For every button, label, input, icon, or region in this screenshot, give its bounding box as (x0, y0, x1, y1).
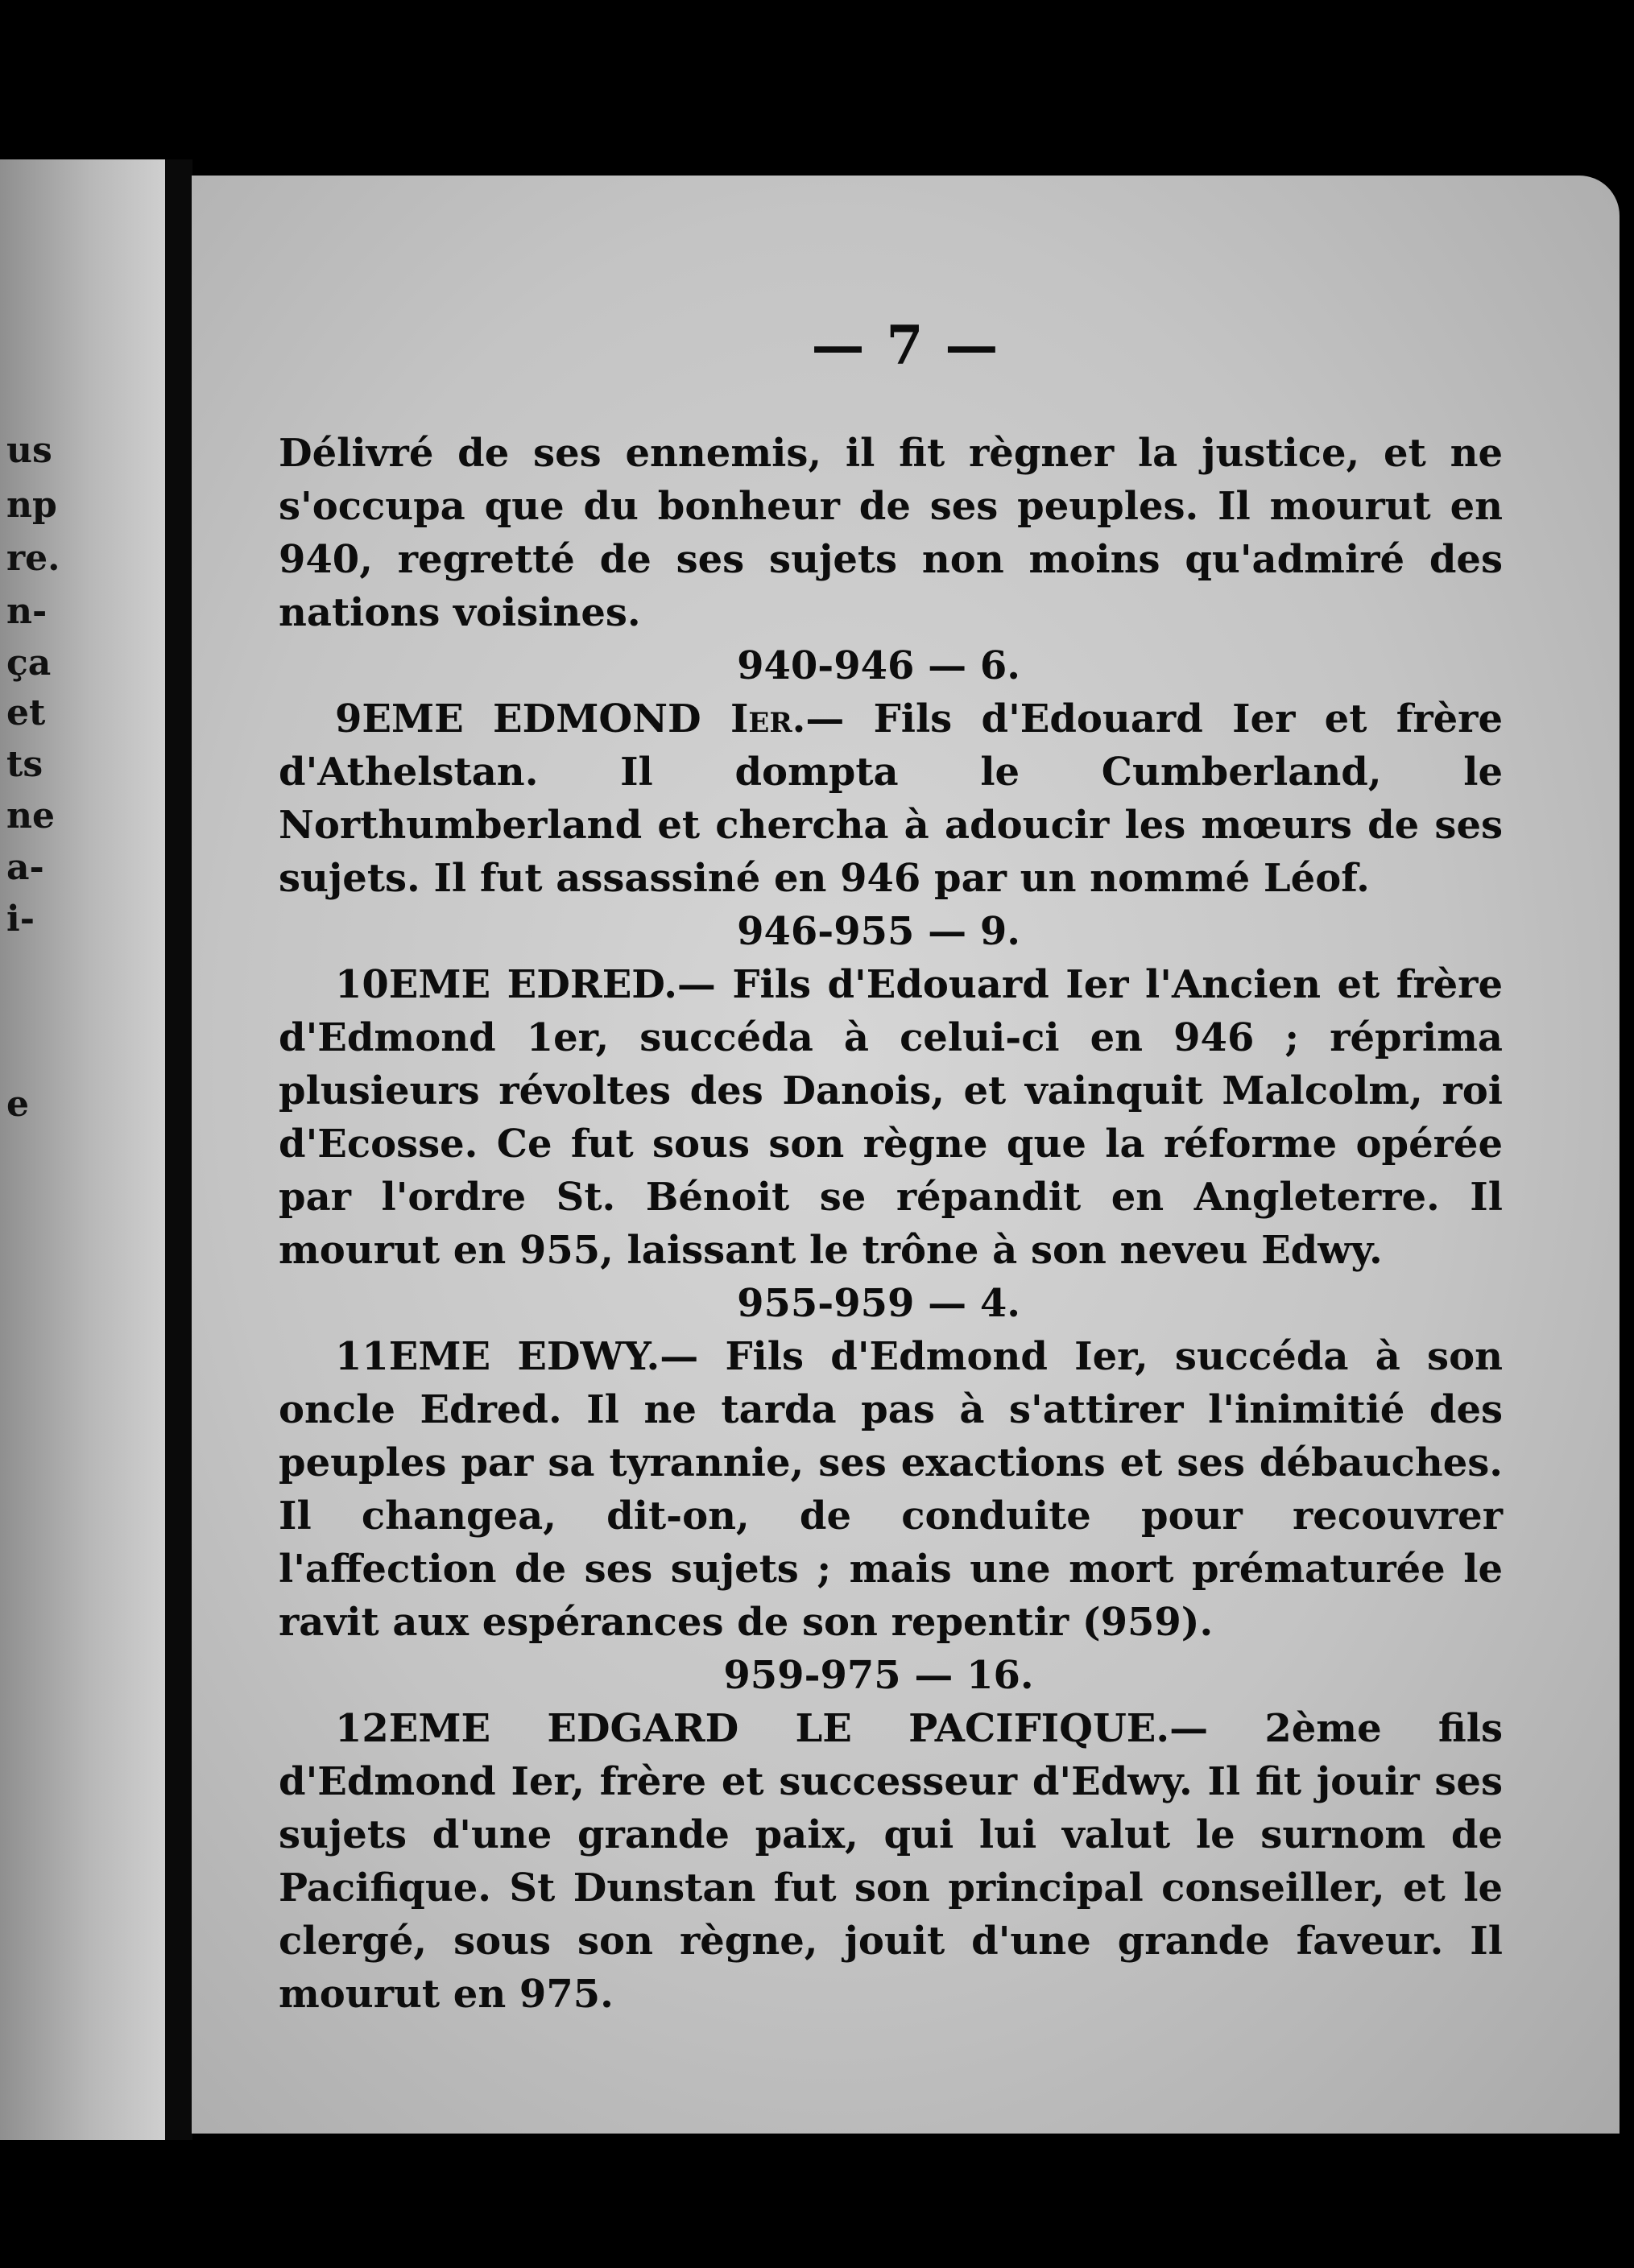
facing-page-fragment: a- (6, 847, 44, 888)
intro-paragraph: Délivré de ses ennemis, il fit règner la justice, et ne s'occupa que du bonheur de ses peuples. Il mourut en 940, regretté de ses sujets non moins qu'admiré des nations voisines. (279, 431, 1503, 635)
entry-body: — Fils d'Edmond Ier, succéda à son oncle Edred. Il ne tarda pas à s'attirer l'inimitié des peuples par sa tyrannie, ses exactions et ses débauches. Il changea, dit-on, de conduite pour recouvrer l'affection de ses sujets ; mais une mort prématurée le ravit aux espérances de son repentir (959). (279, 1334, 1503, 1645)
facing-page-fragment: et (6, 692, 46, 733)
facing-page-fragment: np (6, 485, 57, 526)
section-entry (279, 1702, 1503, 2021)
page-text (279, 427, 1503, 2021)
king-name: EDRED. (507, 962, 677, 1007)
king-name: EDMOND Ier. (493, 696, 806, 742)
section-years: 955-959 — 4. (737, 1281, 1020, 1326)
section-entry (279, 958, 1503, 1277)
page-number: — 7 — (811, 314, 1000, 377)
facing-page-fragment: ne (6, 795, 55, 837)
facing-page-fragment: e (6, 1084, 29, 1125)
king-name: EDWY. (517, 1334, 660, 1379)
facing-page-fragment: us (6, 430, 52, 471)
entry-rank: 11EME (335, 1334, 491, 1379)
facing-page-fragment: n- (6, 591, 48, 632)
section-years: 940-946 — 6. (737, 643, 1020, 688)
entry-body: — Fils d'Edouard Ier et frère d'Athelstan. Il dompta le Cumberland, le Northumberland et chercha à adoucir les mœurs de ses sujets. Il fut assassiné en 946 par un nommé Léof. (279, 696, 1504, 901)
entry-body: — 2ème fils d'Edmond Ier, frère et successeur d'Edwy. Il fit jouir ses sujets d'une grande paix, qui lui valut le surnom de Pacifique. St Dunstan fut son principal conseiller, et le clergé, sous son règne, jouit d'une grande faveur. Il mourut en 975. (279, 1706, 1503, 2017)
entry-body: — Fils d'Edouard Ier l'Ancien et frère d'Edmond 1er, succéda à celui-ci en 946 ; réprima plusieurs révoltes des Danois, et vainquit Malcolm, roi d'Ecosse. Ce fut sous son règne que la réforme opérée par l'ordre St. Bénoit se répandit en Angleterre. Il mourut en 955, laissant le trône à son neveu Edwy. (279, 962, 1503, 1273)
entry-rank: 12EME (335, 1706, 491, 1751)
facing-page-fragment: ts (6, 744, 43, 785)
book-spine (165, 159, 192, 2140)
section-entry (279, 1330, 1503, 1649)
king-name: EDGARD LE PACIFIQUE. (547, 1706, 1170, 1751)
facing-page-edge (0, 159, 165, 2140)
book-page (192, 176, 1620, 2134)
facing-page-fragment: ça (6, 642, 52, 684)
section-years: 946-955 — 9. (737, 909, 1020, 954)
section-entry (279, 692, 1503, 905)
entry-rank: 9EME (335, 696, 464, 742)
entry-rank: 10EME (335, 962, 491, 1007)
facing-page-fragment: i- (6, 899, 35, 940)
facing-page-fragment: re. (6, 538, 60, 579)
section-years: 959-975 — 16. (723, 1653, 1034, 1698)
